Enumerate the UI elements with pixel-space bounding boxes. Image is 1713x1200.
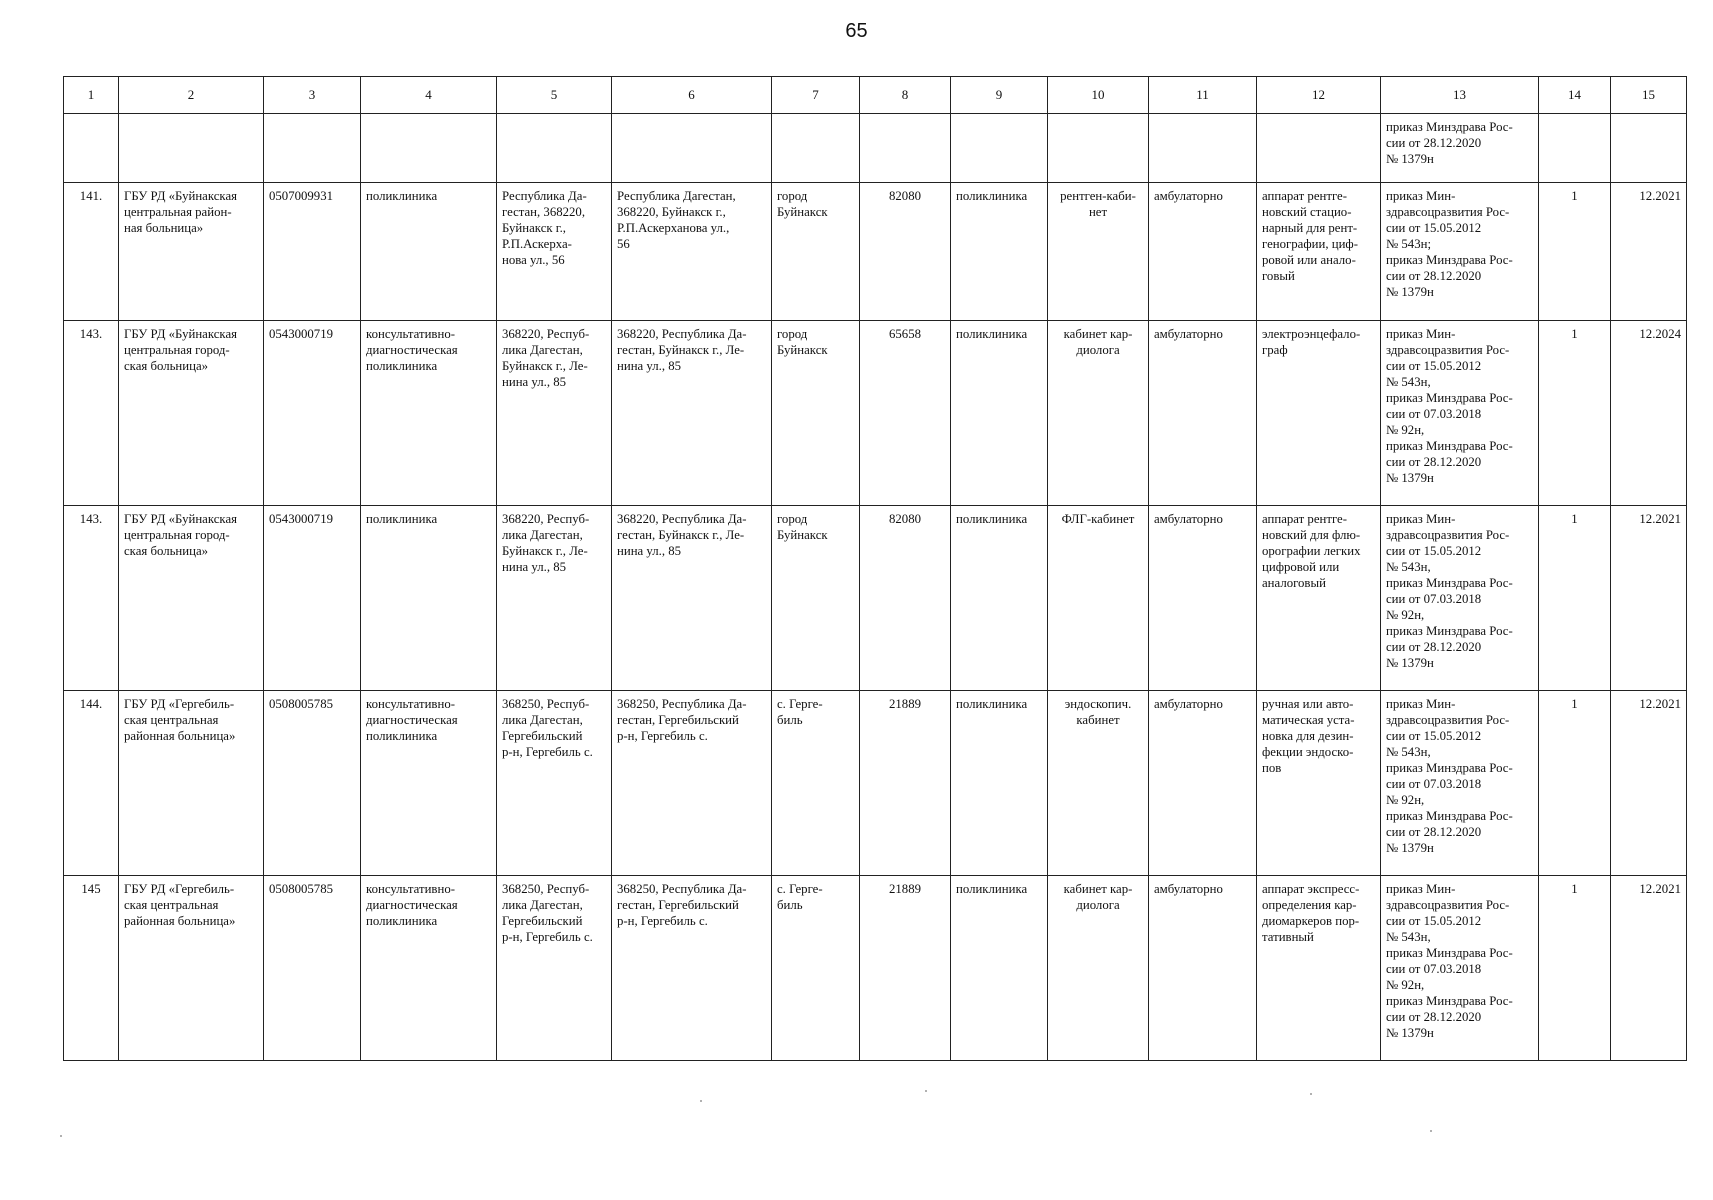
column-header: 10 bbox=[1048, 77, 1149, 114]
cell-unit: поликлиника bbox=[951, 321, 1048, 506]
cell-code: 21889 bbox=[860, 691, 951, 876]
cell-organization: ГБУ РД «Гергебиль- ская центральная районная больница» bbox=[119, 876, 264, 1061]
column-header: 1 bbox=[64, 77, 119, 114]
cell-actual-address: 368220, Республика Да- гестан, Буйнакск г., Ле- нина ул., 85 bbox=[612, 321, 772, 506]
cell-quantity: 1 bbox=[1539, 876, 1611, 1061]
cell-room bbox=[1048, 114, 1149, 183]
cell-room: эндоскопич. кабинет bbox=[1048, 691, 1149, 876]
cell-number: 143. bbox=[64, 506, 119, 691]
cell-care-form bbox=[1149, 114, 1257, 183]
cell-number: 141. bbox=[64, 183, 119, 321]
cell-actual-address: 368220, Республика Да- гестан, Буйнакск г., Ле- нина ул., 85 bbox=[612, 506, 772, 691]
cell-legal-address: 368220, Респуб- лика Дагестан, Буйнакск г., Ле- нина ул., 85 bbox=[497, 506, 612, 691]
cell-actual-address: Республика Дагестан, 368220, Буйнакск г., Р.П.Аскерханова ул., 56 bbox=[612, 183, 772, 321]
cell-unit: поликлиника bbox=[951, 506, 1048, 691]
cell-inn: 0507009931 bbox=[264, 183, 361, 321]
header-row bbox=[64, 77, 1687, 114]
cell-care-form: амбулаторно bbox=[1149, 183, 1257, 321]
cell-equipment: электроэнцефало- граф bbox=[1257, 321, 1381, 506]
scan-speck bbox=[1310, 1093, 1312, 1095]
cell-facility-type: консультативно- диагностическая поликлиника bbox=[361, 691, 497, 876]
cell-inn bbox=[264, 114, 361, 183]
cell-actual-address: 368250, Республика Да- гестан, Гергебильский р-н, Гергебиль с. bbox=[612, 691, 772, 876]
scan-speck bbox=[700, 1100, 702, 1102]
cell-code: 21889 bbox=[860, 876, 951, 1061]
cell-equipment: аппарат рентге- новский для флю- орографии легких цифровой или аналоговый bbox=[1257, 506, 1381, 691]
column-header: 3 bbox=[264, 77, 361, 114]
cell-date: 12.2021 bbox=[1611, 876, 1687, 1061]
cell-care-form: амбулаторно bbox=[1149, 506, 1257, 691]
column-header: 9 bbox=[951, 77, 1048, 114]
cell-room: кабинет кар- диолога bbox=[1048, 876, 1149, 1061]
cell-equipment bbox=[1257, 114, 1381, 183]
cell-locality: с. Герге- биль bbox=[772, 691, 860, 876]
cell-date: 12.2021 bbox=[1611, 506, 1687, 691]
cell-quantity bbox=[1539, 114, 1611, 183]
column-header: 13 bbox=[1381, 77, 1539, 114]
cell-actual-address: 368250, Республика Да- гестан, Гергебильский р-н, Гергебиль с. bbox=[612, 876, 772, 1061]
cell-care-form: амбулаторно bbox=[1149, 321, 1257, 506]
cell-regulation: приказ Мин- здравсоцразвития Рос- сии от 15.05.2012 № 543н, приказ Минздрава Рос- сии от 07.03.2018 № 92н, приказ Минздрава Рос- сии от 28.12.2020 № 1379н bbox=[1381, 876, 1539, 1061]
table-row bbox=[64, 183, 1687, 321]
cell-unit: поликлиника bbox=[951, 691, 1048, 876]
cell-number: 143. bbox=[64, 321, 119, 506]
table-row bbox=[64, 506, 1687, 691]
cell-locality: город Буйнакск bbox=[772, 183, 860, 321]
cell-organization: ГБУ РД «Буйнакская центральная город- ская больница» bbox=[119, 506, 264, 691]
cell-code: 65658 bbox=[860, 321, 951, 506]
cell-equipment: аппарат рентге- новский стацио- нарный для рент- генографии, циф- ровой или анало- говый bbox=[1257, 183, 1381, 321]
cell-organization: ГБУ РД «Буйнакская центральная район- ная больница» bbox=[119, 183, 264, 321]
cell-legal-address: 368220, Респуб- лика Дагестан, Буйнакск г., Ле- нина ул., 85 bbox=[497, 321, 612, 506]
cell-code: 82080 bbox=[860, 506, 951, 691]
cell-regulation: приказ Мин- здравсоцразвития Рос- сии от 15.05.2012 № 543н, приказ Минздрава Рос- сии от 07.03.2018 № 92н, приказ Минздрава Рос- сии от 28.12.2020 № 1379н bbox=[1381, 691, 1539, 876]
cell-facility-type: консультативно- диагностическая поликлиника bbox=[361, 876, 497, 1061]
column-header: 2 bbox=[119, 77, 264, 114]
cell-regulation: приказ Минздрава Рос- сии от 28.12.2020 № 1379н bbox=[1381, 114, 1539, 183]
column-header: 15 bbox=[1611, 77, 1687, 114]
cell-care-form: амбулаторно bbox=[1149, 691, 1257, 876]
cell-quantity: 1 bbox=[1539, 321, 1611, 506]
cell-legal-address: 368250, Респуб- лика Дагестан, Гергебильский р-н, Гергебиль с. bbox=[497, 876, 612, 1061]
cell-care-form: амбулаторно bbox=[1149, 876, 1257, 1061]
cell-locality: город Буйнакск bbox=[772, 506, 860, 691]
cell-facility-type bbox=[361, 114, 497, 183]
table-row bbox=[64, 876, 1687, 1061]
cell-legal-address: Республика Да- гестан, 368220, Буйнакск г., Р.П.Аскерха- нова ул., 56 bbox=[497, 183, 612, 321]
cell-facility-type: поликлиника bbox=[361, 183, 497, 321]
scan-speck bbox=[1430, 1130, 1432, 1132]
cell-equipment: ручная или авто- матическая уста- новка для дезин- фекции эндоско- пов bbox=[1257, 691, 1381, 876]
cell-date: 12.2021 bbox=[1611, 691, 1687, 876]
cell-locality: город Буйнакск bbox=[772, 321, 860, 506]
cell-quantity: 1 bbox=[1539, 691, 1611, 876]
scan-speck bbox=[925, 1090, 927, 1092]
scan-speck bbox=[60, 1135, 62, 1137]
cell-number bbox=[64, 114, 119, 183]
column-header: 4 bbox=[361, 77, 497, 114]
column-header: 12 bbox=[1257, 77, 1381, 114]
cell-unit bbox=[951, 114, 1048, 183]
cell-actual-address bbox=[612, 114, 772, 183]
cell-quantity: 1 bbox=[1539, 183, 1611, 321]
cell-room: кабинет кар- диолога bbox=[1048, 321, 1149, 506]
cell-organization: ГБУ РД «Буйнакская центральная город- ская больница» bbox=[119, 321, 264, 506]
column-header: 8 bbox=[860, 77, 951, 114]
cell-date: 12.2024 bbox=[1611, 321, 1687, 506]
cell-quantity: 1 bbox=[1539, 506, 1611, 691]
cell-inn: 0543000719 bbox=[264, 321, 361, 506]
table-row bbox=[64, 691, 1687, 876]
cell-date: 12.2021 bbox=[1611, 183, 1687, 321]
cell-unit: поликлиника bbox=[951, 876, 1048, 1061]
cell-date bbox=[1611, 114, 1687, 183]
cell-number: 144. bbox=[64, 691, 119, 876]
cell-regulation: приказ Мин- здравсоцразвития Рос- сии от 15.05.2012 № 543н, приказ Минздрава Рос- сии от 07.03.2018 № 92н, приказ Минздрава Рос- сии от 28.12.2020 № 1379н bbox=[1381, 321, 1539, 506]
cell-facility-type: поликлиника bbox=[361, 506, 497, 691]
cell-unit: поликлиника bbox=[951, 183, 1048, 321]
cell-organization bbox=[119, 114, 264, 183]
cell-equipment: аппарат экспресс- определения кар- диомаркеров пор- тативный bbox=[1257, 876, 1381, 1061]
cell-inn: 0508005785 bbox=[264, 691, 361, 876]
cell-facility-type: консультативно- диагностическая поликлиника bbox=[361, 321, 497, 506]
cell-regulation: приказ Мин- здравсоцразвития Рос- сии от 15.05.2012 № 543н; приказ Минздрава Рос- сии от 28.12.2020 № 1379н bbox=[1381, 183, 1539, 321]
cell-locality: с. Герге- биль bbox=[772, 876, 860, 1061]
cell-room: ФЛГ-кабинет bbox=[1048, 506, 1149, 691]
cell-room: рентген-каби- нет bbox=[1048, 183, 1149, 321]
column-header: 5 bbox=[497, 77, 612, 114]
column-header: 14 bbox=[1539, 77, 1611, 114]
cell-inn: 0508005785 bbox=[264, 876, 361, 1061]
cell-inn: 0543000719 bbox=[264, 506, 361, 691]
cell-organization: ГБУ РД «Гергебиль- ская центральная районная больница» bbox=[119, 691, 264, 876]
cell-legal-address: 368250, Респуб- лика Дагестан, Гергебильский р-н, Гергебиль с. bbox=[497, 691, 612, 876]
column-header: 6 bbox=[612, 77, 772, 114]
cell-code bbox=[860, 114, 951, 183]
page-number: 65 bbox=[845, 20, 868, 42]
cell-code: 82080 bbox=[860, 183, 951, 321]
column-header: 7 bbox=[772, 77, 860, 114]
cell-legal-address bbox=[497, 114, 612, 183]
column-header: 11 bbox=[1149, 77, 1257, 114]
registry-table bbox=[63, 76, 1687, 1061]
cell-regulation: приказ Мин- здравсоцразвития Рос- сии от 15.05.2012 № 543н, приказ Минздрава Рос- сии от 07.03.2018 № 92н, приказ Минздрава Рос- сии от 28.12.2020 № 1379н bbox=[1381, 506, 1539, 691]
cell-locality bbox=[772, 114, 860, 183]
table-row bbox=[64, 321, 1687, 506]
table-row bbox=[64, 114, 1687, 183]
cell-number: 145 bbox=[64, 876, 119, 1061]
